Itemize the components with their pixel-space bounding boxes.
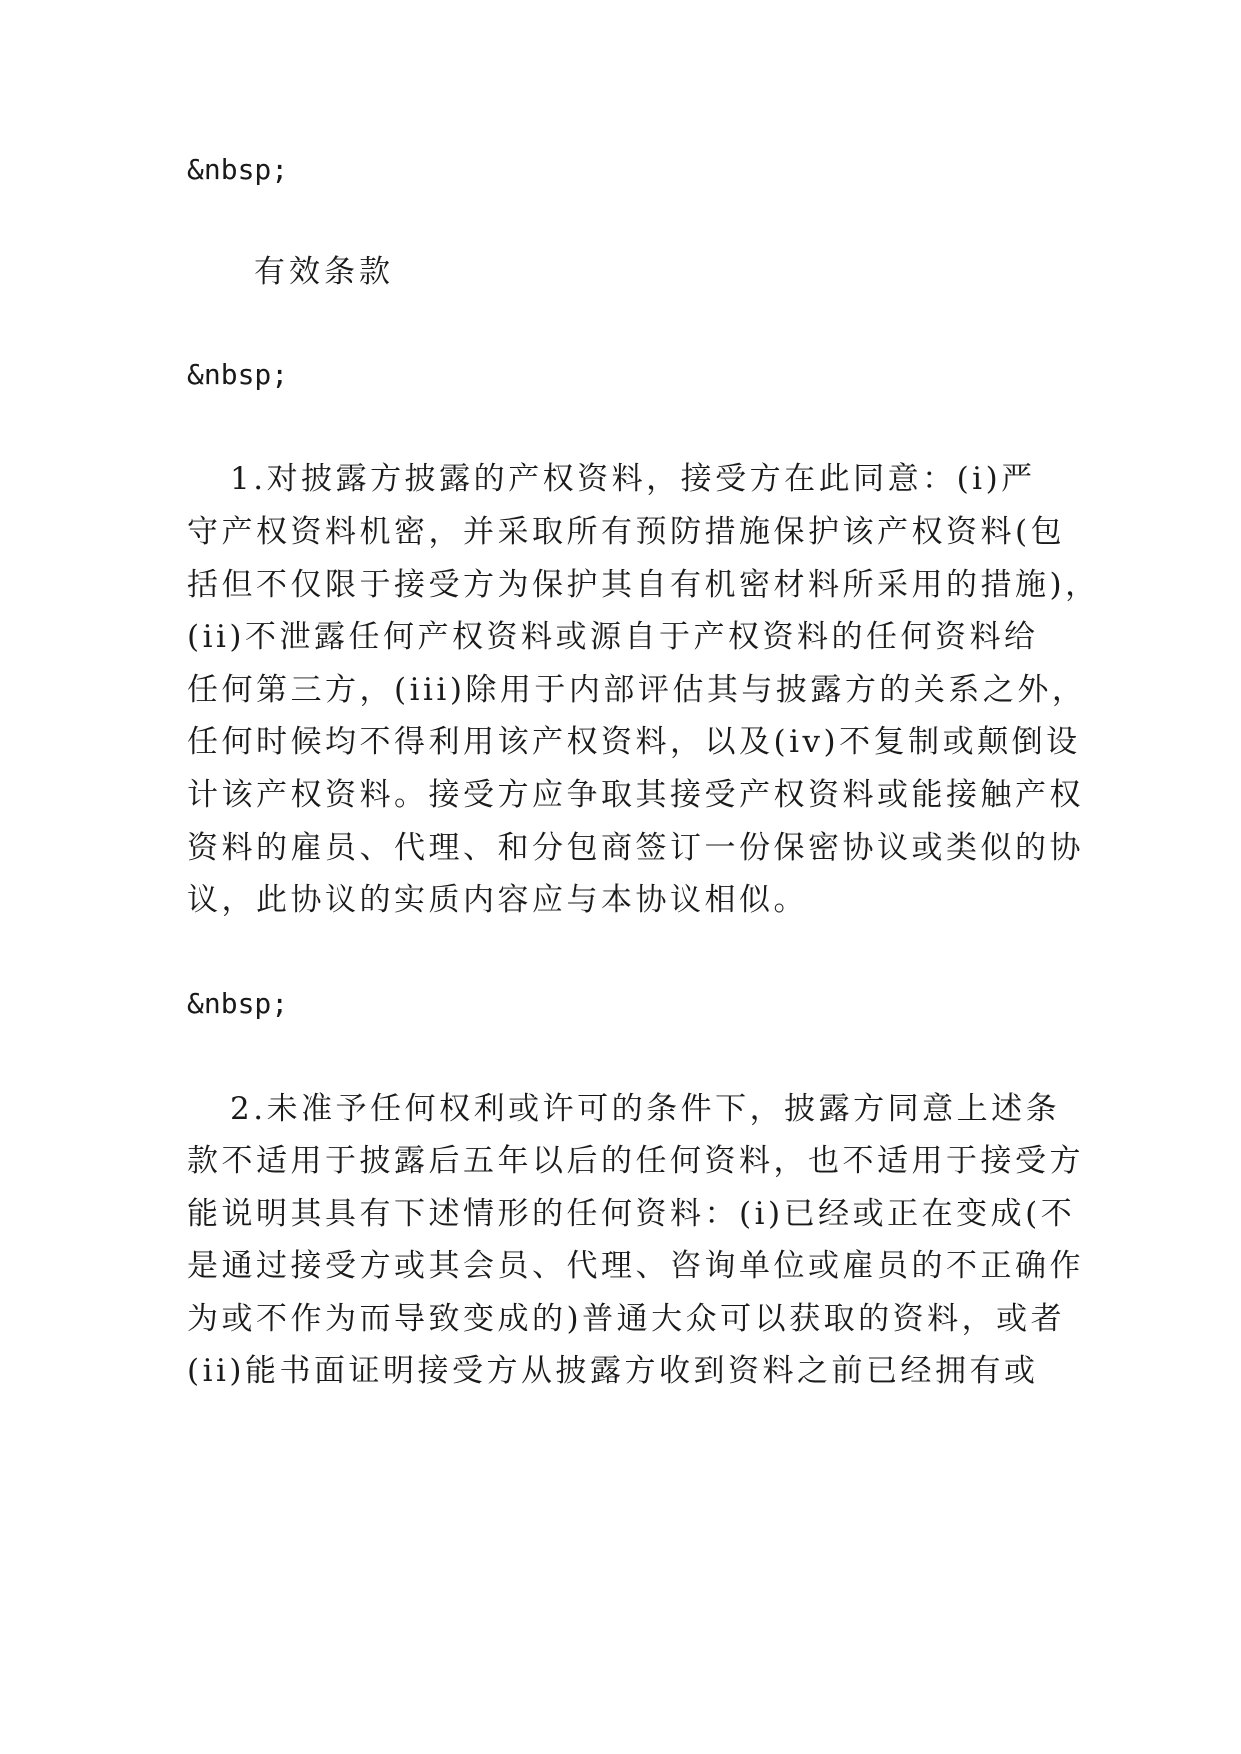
clause-1-line: 议，此协议的实质内容应与本协议相似。 bbox=[187, 882, 808, 918]
blank-paragraph: &nbsp; bbox=[187, 987, 289, 1020]
blank-paragraph: &nbsp; bbox=[187, 153, 289, 186]
clause-1-line: 任何第三方，(iii)除用于内部评估其与披露方的关系之外， bbox=[187, 672, 1087, 708]
clause-1-line: 计该产权资料。接受方应争取其接受产权资料或能接触产权 bbox=[187, 777, 1084, 813]
blank-paragraph: &nbsp; bbox=[187, 358, 289, 391]
clause-1-line: 括但不仅限于接受方为保护其自有机密材料所采用的措施)， bbox=[187, 567, 1100, 603]
clause-2-line: 款不适用于披露后五年以后的任何资料，也不适用于接受方 bbox=[187, 1143, 1084, 1179]
clause-1-line: 守产权资料机密，并采取所有预防措施保护该产权资料(包 bbox=[187, 514, 1066, 550]
clause-2-line: 2.未准予任何权利或许可的条件下，披露方同意上述条 bbox=[230, 1091, 1061, 1127]
clause-1-line: 1.对披露方披露的产权资料，接受方在此同意：(i)严 bbox=[230, 461, 1036, 497]
section-heading: 有效条款 bbox=[254, 254, 394, 290]
clause-1-line: 资料的雇员、代理、和分包商签订一份保密协议或类似的协 bbox=[187, 830, 1084, 866]
clause-2-line: (ii)能书面证明接受方从披露方收到资料之前已经拥有或 bbox=[187, 1353, 1039, 1389]
clause-2-line: 是通过接受方或其会员、代理、咨询单位或雇员的不正确作 bbox=[187, 1248, 1084, 1284]
clause-1-line: (ii)不泄露任何产权资料或源自于产权资料的任何资料给 bbox=[187, 619, 1039, 655]
clause-2-line: 为或不作为而导致变成的)普通大众可以获取的资料，或者 bbox=[187, 1301, 1066, 1337]
clause-2-line: 能说明其具有下述情形的任何资料：(i)已经或正在变成(不 bbox=[187, 1196, 1076, 1232]
clause-1-line: 任何时候均不得利用该产权资料，以及(iv)不复制或颠倒设 bbox=[187, 724, 1081, 760]
